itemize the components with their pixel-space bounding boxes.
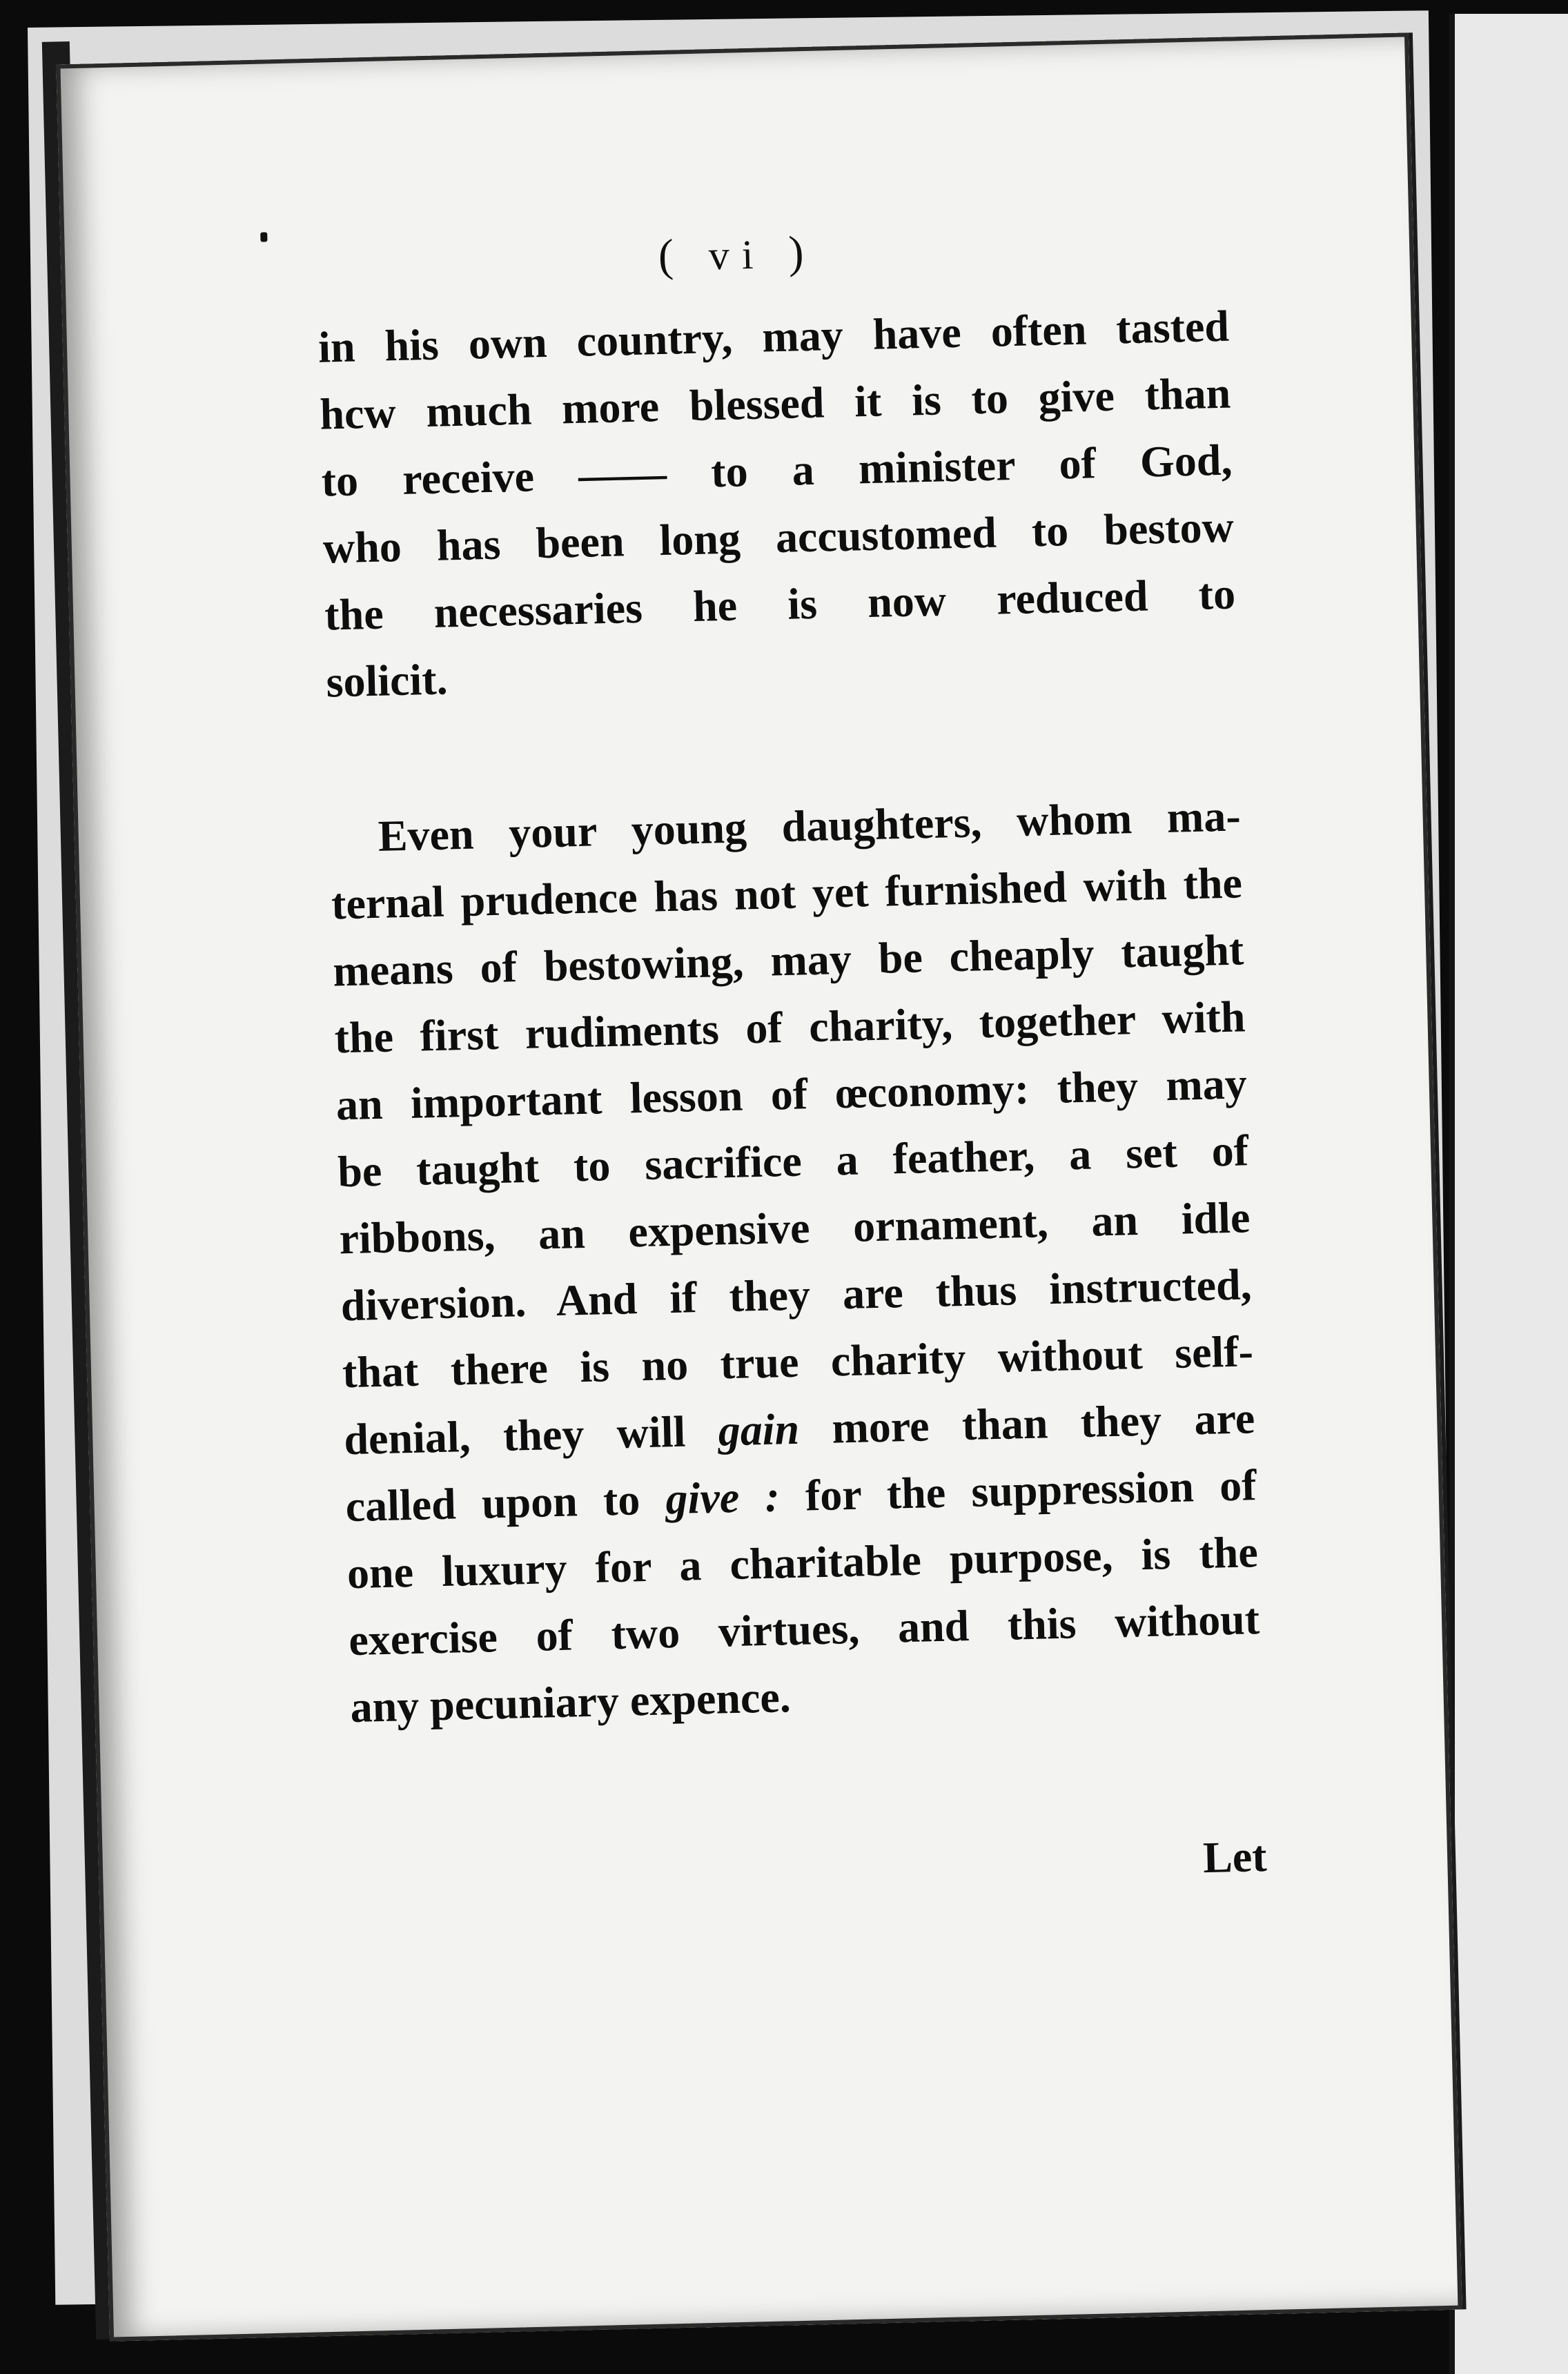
- paragraph-2: [329, 782, 1262, 1740]
- text-line: the necessaries he is now reduced to: [324, 569, 1236, 640]
- close-paren: ): [787, 226, 817, 278]
- italic-word-gain: gain: [717, 1404, 800, 1455]
- text-line: one luxury for a charitable purpose, is the: [346, 1527, 1259, 1598]
- text-line: to receive —— to a minister of God,: [320, 435, 1233, 506]
- facing-page-edge: [1449, 14, 1568, 2374]
- text-run: more than they are: [831, 1393, 1255, 1453]
- italic-word-give: give :: [665, 1471, 781, 1524]
- book-page: [56, 32, 1462, 2341]
- text-line: who has been long accustomed to bestow: [322, 502, 1235, 573]
- page-number: vi: [708, 231, 767, 279]
- text-line: any pecuniary expence.: [349, 1672, 792, 1732]
- text-line: means of bestowing, may be cheaply taught: [332, 925, 1244, 996]
- page-header: [61, 212, 1414, 296]
- text-line: ternal prudence has not yet furnished with the: [331, 858, 1243, 929]
- catchword: Let: [1202, 1831, 1268, 1883]
- text-line: an important lesson of œconomy: they may: [335, 1059, 1248, 1130]
- text-line: ribbons, an expensive ornament, an idle: [338, 1193, 1251, 1264]
- text-line: the first rudiments of charity, together with: [333, 992, 1246, 1063]
- text-line: in his own country, may have often tasted: [317, 301, 1230, 372]
- open-paren: (: [657, 230, 687, 282]
- text-run: called upon to: [344, 1475, 641, 1531]
- text-line: that there is no true charity without self-: [342, 1326, 1254, 1397]
- text-line: hcw much more blessed it is to give than: [319, 368, 1231, 439]
- text-line: diversion. And if they are thus instructed,: [340, 1259, 1253, 1331]
- text-line: solicit.: [325, 654, 449, 707]
- text-line: exercise of two virtues, and this without: [348, 1594, 1260, 1665]
- text-run: denial, they will: [343, 1406, 687, 1464]
- text-line: Even your young daughters, whom ma-: [378, 791, 1242, 861]
- paragraph-1: [317, 293, 1237, 716]
- text-run: for the suppression of: [805, 1460, 1257, 1520]
- text-line: be taught to sacrifice a feather, a set of: [337, 1126, 1249, 1197]
